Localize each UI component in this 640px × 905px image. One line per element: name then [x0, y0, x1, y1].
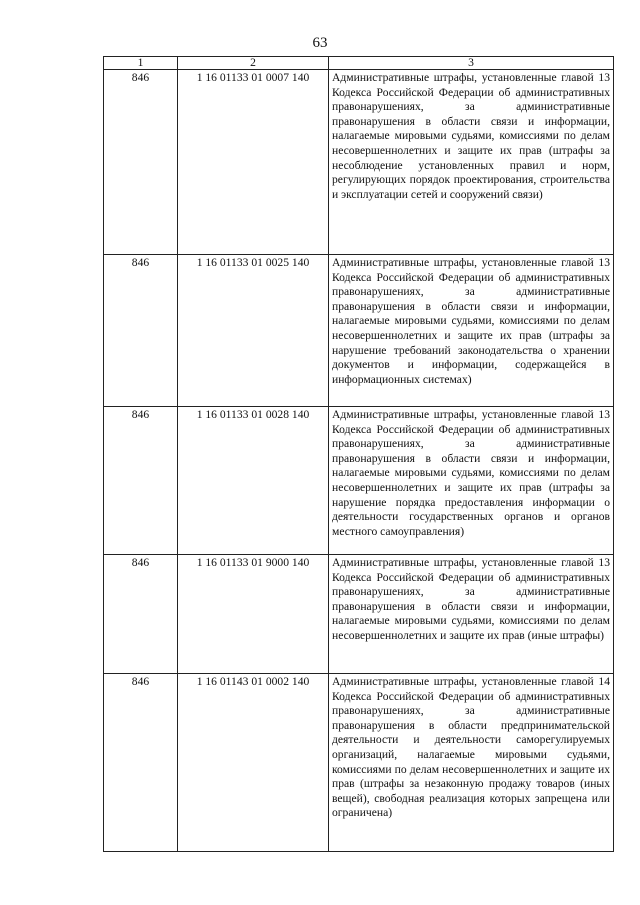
table-row [104, 674, 614, 852]
budget-code-cell: 1 16 01143 01 0002 140 [178, 674, 329, 852]
admin-code-cell: 846 [104, 407, 178, 555]
table-row [104, 555, 614, 674]
table-row [104, 407, 614, 555]
header-column-2: 2 [178, 57, 329, 70]
budget-classification-table [103, 56, 614, 852]
admin-code-cell: 846 [104, 255, 178, 407]
admin-code-cell: 846 [104, 70, 178, 255]
budget-code-cell: 1 16 01133 01 9000 140 [178, 555, 329, 674]
budget-code-cell: 1 16 01133 01 0007 140 [178, 70, 329, 255]
table-row [104, 70, 614, 255]
description-cell: Административные штрафы, установленные главой 13 Кодекса Российской Федерации об административных правонарушениях, за административные правонарушения в области связи и информации, налагаемые мировыми судьями, комиссиями по делам несовершеннолетних и защите их прав (иные штрафы) [329, 555, 614, 674]
page-number: 63 [312, 35, 328, 51]
admin-code-cell: 846 [104, 674, 178, 852]
description-cell: Административные штрафы, установленные главой 13 Кодекса Российской Федерации об административных правонарушениях, за административные правонарушения в области связи и информации, налагаемые мировыми судьями, комиссиями по делам несовершеннолетних и защите их прав (штрафы за нарушение требований законодательства о хранении документов и информации, содержащейся в информационных системах) [329, 255, 614, 407]
header-column-1: 1 [104, 57, 178, 70]
description-cell: Административные штрафы, установленные главой 13 Кодекса Российской Федерации об административных правонарушениях, за административные правонарушения в области связи и информации, налагаемые мировыми судьями, комиссиями по делам несовершеннолетних и защите их прав (штрафы за нарушение порядка предоставления информации о деятельности государственных органов и органов местного самоуправления) [329, 407, 614, 555]
header-column-3: 3 [329, 57, 614, 70]
table-row [104, 255, 614, 407]
budget-code-cell: 1 16 01133 01 0025 140 [178, 255, 329, 407]
admin-code-cell: 846 [104, 555, 178, 674]
description-cell: Административные штрафы, установленные главой 14 Кодекса Российской Федерации об административных правонарушениях, за административные правонарушения в области предпринимательской деятельности и деятельности саморегулируемых организаций, налагаемые мировыми судьями, комиссиями по делам несовершеннолетних и защите их прав (штрафы за незаконную продажу товаров (иных вещей), свободная реализация которых запрещена или ограничена) [329, 674, 614, 852]
description-cell: Административные штрафы, установленные главой 13 Кодекса Российской Федерации об административных правонарушениях, за административные правонарушения в области связи и информации, налагаемые мировыми судьями, комиссиями по делам несовершеннолетних и защите их прав (штрафы за несоблюдение установленных правил и норм, регулирующих порядок проектирования, строительства и эксплуатации сетей и сооружений связи) [329, 70, 614, 255]
table-header-row [104, 57, 614, 70]
budget-code-cell: 1 16 01133 01 0028 140 [178, 407, 329, 555]
